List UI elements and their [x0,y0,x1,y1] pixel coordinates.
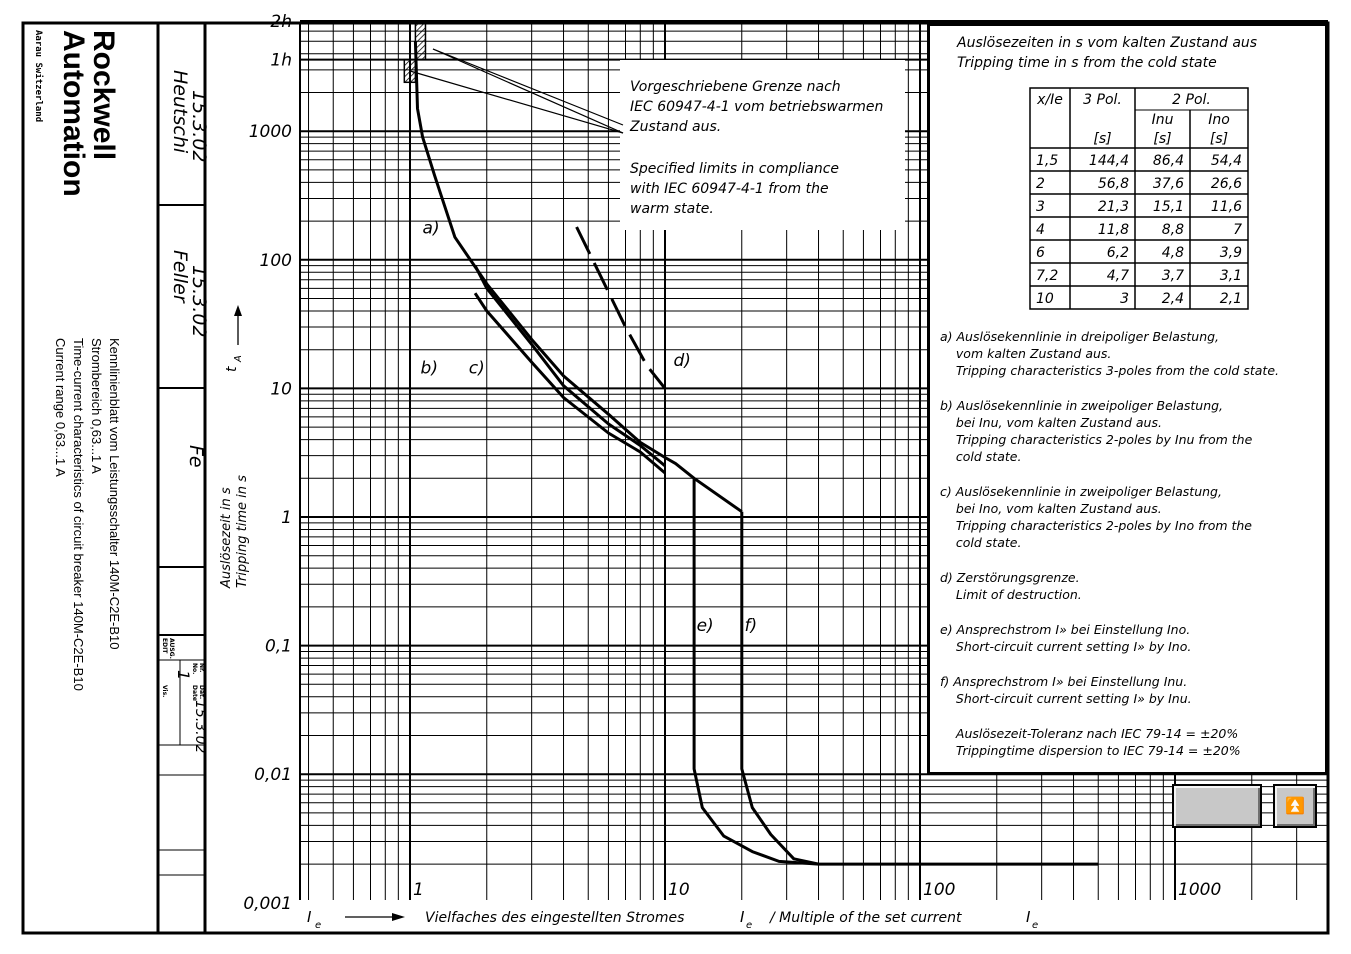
table-cell-inu: 37,6 [1152,176,1184,192]
table-cell-inu: 15,1 [1152,199,1184,215]
y-axis-label-de: Auslösezeit in s [219,487,234,588]
legend-note-line: cold state. [940,535,1022,550]
x-tick-label: 10 [668,880,690,900]
table-header-2pol: 2 Pol. [1172,92,1211,108]
legend-note-line: Tripping characteristics 2-poles by Inu from the [940,432,1253,447]
company-name-line1: Rockwell [87,30,120,161]
edit-label-2: EDIT [161,638,168,654]
y-tick-label: 0,01 [254,765,292,786]
x-axis-symbol: I [307,908,312,926]
range-en: Current range 0,63...1 A [53,338,68,477]
table-cell-xle: 3 [1036,199,1045,215]
legend-note-line: d) Zerstörungsgrenze. [940,570,1080,585]
legend-note-line: a) Auslösekennlinie in dreipoliger Belastung, [940,329,1220,344]
legend-note-line: c) Auslösekennlinie in zweipoliger Belastung, [940,484,1222,499]
curve-label-e: e) [696,615,714,636]
table-cell-inu: 8,8 [1161,222,1184,238]
table-cell-ino: 2,1 [1219,291,1242,307]
curve-label-a: a) [422,218,440,239]
legend-note-line: Short-circuit current setting I» by Inu. [940,691,1192,706]
x-axis-label-en: / Multiple of the set current [770,910,962,926]
y-tick-label: 0,001 [243,893,292,914]
y-tick-label: 1000 [248,122,292,143]
dat-label-2: Date [191,685,198,701]
x-tick-label: 100 [923,880,956,900]
edit-date: 15.3.02 [192,700,208,754]
x-axis-unit-1-sub: e [746,920,753,931]
y-tick-label: 1h [270,50,292,71]
table-cell-xle: 2 [1036,176,1045,192]
x-axis-unit-1: I [740,908,745,926]
legend-note-line: bei Ino, vom kalten Zustand aus. [940,501,1162,516]
date-drawn: 15.3.02 [188,90,210,163]
y-axis-symbol: t [224,366,240,372]
no-label-2: No. [191,663,198,675]
table-cell-inu: 2,4 [1161,291,1184,307]
vis-label: Vis. [161,685,168,698]
title-en: Time-current characteristics of circuit breaker 140M-C2E-B10 [71,338,86,691]
table-header-3pol: 3 Pol. [1083,92,1122,108]
table-header-unit: [s] [1153,131,1172,147]
y-tick-label: 2h [270,11,292,32]
initials: Fe [185,445,207,468]
legend-note-line: b) Auslösekennlinie in zweipoliger Belastung, [940,398,1224,413]
table-header-inu: Inu [1151,112,1174,128]
table-cell-ino: 3,9 [1219,245,1242,261]
table-cell-xle: 7,2 [1036,268,1059,284]
table-header-ino: Ino [1208,112,1230,128]
x-axis-label-de: Vielfaches des eingestellten Stromes [425,910,685,926]
legend-note-line: cold state. [940,449,1022,464]
table-cell-inu: 4,8 [1161,245,1184,261]
annotation-en-line-1: Specified limits in compliance [630,161,840,177]
x-tick-label: 1000 [1178,880,1222,900]
edit-label-1: AUSG. [168,638,175,659]
table-header-unit: [s] [1093,131,1112,147]
y-tick-label: 1 [281,508,292,528]
table-cell-ino: 26,6 [1210,176,1242,192]
table-cell-ino: 7 [1233,222,1242,238]
legend-note-line: vom kalten Zustand aus. [940,346,1112,361]
legend-note-line: Auslösezeit-Toleranz nach IEC 79-14 = ±20% [940,726,1239,741]
y-tick-label: 10 [270,379,292,400]
curve-label-f: f) [744,615,758,636]
table-cell-3pol: 4,7 [1106,268,1129,284]
y-tick-label: 0,1 [264,636,292,657]
company-location: Aarau Switzerland [33,30,43,123]
legend-notes [940,329,1279,758]
table-cell-3pol: 56,8 [1097,176,1129,192]
curve-label-b: b) [420,358,438,379]
legend-header-en: Tripping time in s from the cold state [957,55,1217,71]
x-axis-unit-2-sub: e [1032,920,1039,931]
curve-label-c: c) [468,358,485,379]
y-axis-label-en: Tripping time in s [235,475,250,588]
table-cell-inu: 86,4 [1152,153,1184,169]
edit-number: 1 [174,670,193,681]
table-cell-xle: 4 [1036,222,1045,238]
legend-note-line: f) Ansprechstrom I» bei Einstellung Inu. [940,674,1188,689]
date-checked: 15.3.02 [188,265,210,338]
table-header-xle: x/Ie [1037,92,1063,108]
range-de: Strombereich 0,63...1 A [89,338,104,474]
y-axis-symbol-sub: A [233,355,244,362]
y-tick-label: 100 [259,250,292,271]
curve-label-d: d) [673,350,691,371]
table-cell-xle: 6 [1036,245,1045,261]
table-cell-3pol: 6,2 [1106,245,1129,261]
no-label-1: Nr. [198,663,205,673]
table-header-unit: [s] [1209,131,1229,147]
blank-button[interactable] [1172,784,1262,828]
name-checked: Feller [169,250,191,303]
table-cell-inu: 3,7 [1161,268,1184,284]
double-chevron-up-icon: ⏫ [1285,796,1305,815]
annotation-de-line-2: IEC 60947-4-1 vom betriebswarmen [630,99,884,115]
table-cell-xle: 10 [1036,291,1054,307]
legend-note-line: Tripping characteristics 3-poles from the cold state. [940,363,1279,378]
dat-label-1: Dat. [198,685,205,700]
annotation-en-line-3: warm state. [630,201,714,217]
x-axis-symbol-sub: e [315,920,322,931]
legend-header-de: Auslösezeiten in s vom kalten Zustand aus [957,35,1258,51]
table-cell-xle: 1,5 [1036,153,1059,169]
company-name-line2: Automation [57,30,90,197]
x-axis-unit-2: I [1026,908,1031,926]
table-cell-ino: 3,1 [1219,268,1242,284]
legend-note-line: Limit of destruction. [940,587,1082,602]
table-cell-ino: 54,4 [1210,153,1242,169]
tripping-time-table [1030,88,1248,309]
title-de: Kennlinienblatt vom Leistungsschalter 140M-C2E-B10 [107,338,122,650]
annotation-en-line-2: with IEC 60947-4-1 from the [630,181,829,197]
legend-note-line: Trippingtime dispersion to IEC 79-14 = ±20% [940,743,1241,758]
annotation-de-line-3: Zustand aus. [630,119,722,135]
table-cell-ino: 11,6 [1210,199,1242,215]
scroll-top-button[interactable] [1273,784,1317,828]
name-drawn: Heutschi [169,70,191,154]
legend-note-line: e) Ansprechstrom I» bei Einstellung Ino. [940,622,1191,637]
annotation-de-line-1: Vorgeschriebene Grenze nach [630,79,841,95]
x-tick-label: 1 [413,880,424,900]
legend-note-line: Tripping characteristics 2-poles by Ino from the [940,518,1252,533]
legend-note-line: Short-circuit current setting I» by Ino. [940,639,1192,654]
table-cell-3pol: 3 [1120,291,1129,307]
table-cell-3pol: 21,3 [1097,199,1129,215]
legend-note-line: bei Inu, vom kalten Zustand aus. [940,415,1162,430]
table-cell-3pol: 11,8 [1097,222,1129,238]
table-cell-3pol: 144,4 [1088,153,1129,169]
